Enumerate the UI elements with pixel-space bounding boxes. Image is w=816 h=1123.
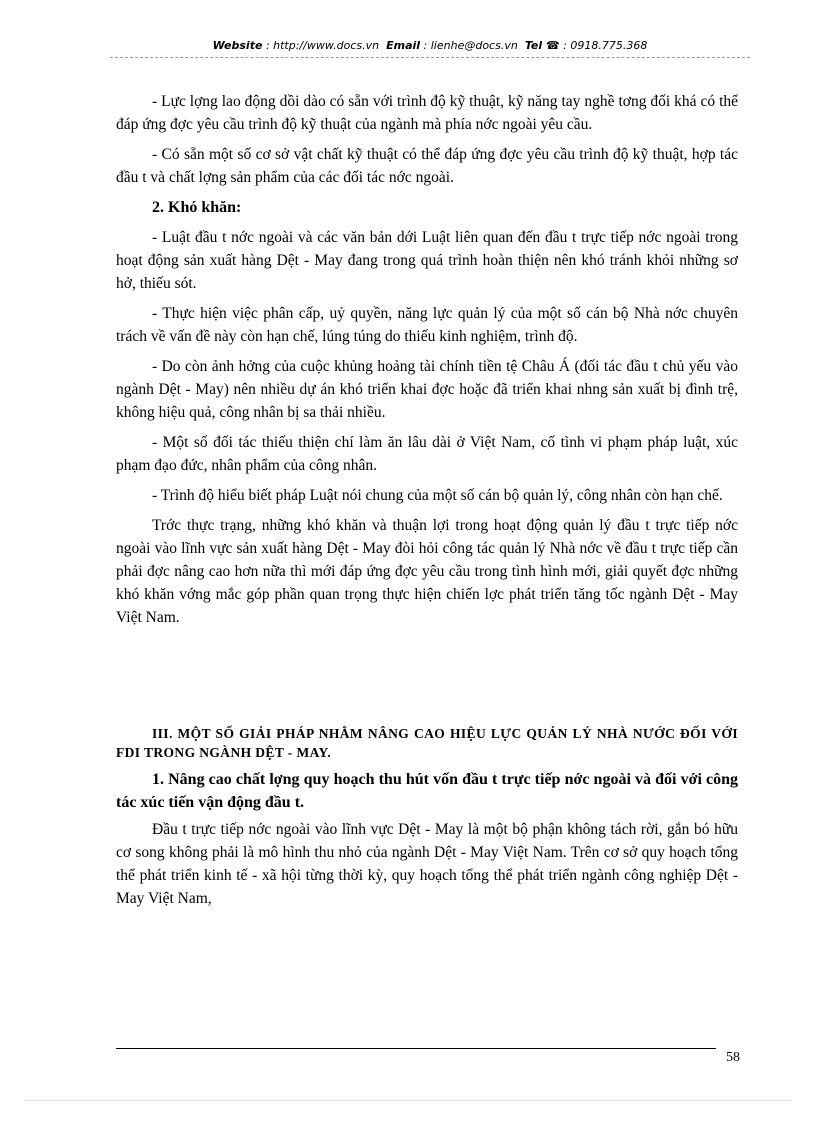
document-body xyxy=(116,90,738,917)
website-label: Website xyxy=(212,39,263,52)
footer-divider xyxy=(116,1048,716,1049)
header-divider xyxy=(110,57,750,58)
website-link[interactable]: : http://www.docs.vn xyxy=(265,39,380,52)
section-spacer xyxy=(116,636,738,724)
paragraph-legal-knowledge: - Trình độ hiểu biết pháp Luật nói chung của một số cán bộ quản lý, công nhân còn hạn chế. xyxy=(152,487,723,504)
paragraph-decentralization: - Thực hiện việc phân cấp, uỷ quyền, năng lực quản lý của một số cán bộ Nhà nớc chuyên trách về vấn đề này còn hạn chế, lúng túng do thiếu kinh nghiệm, trình độ. xyxy=(116,305,738,345)
paragraph-law: - Luật đầu t nớc ngoài và các văn bản dới Luật liên quan đến đầu t trực tiếp nớc ngoài trong hoạt động sản xuất hàng Dệt - May đang trong quá trình hoàn thiện nên khó tránh khỏi những sơ hở, thiếu sót. xyxy=(116,229,738,292)
paragraph-facilities: - Có sẵn một số cơ sở vật chất kỹ thuật có thể đáp ứng đợc yêu cầu trình độ kỹ thuật, hợp tác đầu t và chất lợng sản phẩm của các đối tác nớc ngoài. xyxy=(116,146,738,186)
heading-subsection-1: 1. Nâng cao chất lợng quy hoạch thu hút vốn đầu t trực tiếp nớc ngoài và đối với công tác xúc tiến vận động đầu t. xyxy=(116,771,738,811)
paragraph-labor: - Lực lợng lao động dồi dào có sẵn với trình độ kỹ thuật, kỹ năng tay nghề tơng đối khá có thể đáp ứng đợc yêu cầu trình độ kỹ thuật của ngành mà phía nớc ngoài yêu cầu. xyxy=(116,93,738,133)
tel-value: : 0918.775.368 xyxy=(563,39,648,52)
paragraph-crisis: - Do còn ảnh hởng của cuộc khủng hoảng tài chính tiền tệ Châu Á (đối tác đầu t chủ yếu vào ngành Dệt - May) nên nhiều dự án khó triển khai đợc hoặc đã triển khai nhng sản xuất bị đình trệ, không hiệu quả, công nhân bị sa thải nhiều. xyxy=(116,358,738,421)
paragraph-fdi-planning: Đầu t trực tiếp nớc ngoài vào lĩnh vực Dệt - May là một bộ phận không tách rời, gắn bó hữu cơ song không phải là mô hình thu nhỏ của ngành Dệt - May Việt Nam. Trên cơ sở quy hoạch tổng thể phát triển kinh tế - xã hội từng thời kỳ, quy hoạch tổng thể phát triển ngành công nghiệp Dệt - May Việt Nam, xyxy=(116,821,738,907)
email-label: Email xyxy=(386,39,421,52)
email-link[interactable]: : lienhe@docs.vn xyxy=(423,39,518,52)
paragraph-conclusion: Trớc thực trạng, những khó khăn và thuận lợi trong hoạt động quản lý đầu t trực tiếp nớc ngoài vào lĩnh vực sản xuất hàng Dệt - May đòi hỏi công tác quản lý Nhà nớc về đầu t trực tiếp cần phải đợc nâng cao hơn nữa thì mới đáp ứng đợc yêu cầu trong tình hình mới, giải quyết đợc những khó khăn vớng mắc góp phần quan trọng thực hiện chiến lợc phát triển tăng tốc ngành Dệt - May Việt Nam. xyxy=(116,517,738,626)
page-bottom-border xyxy=(25,1100,791,1101)
page-number: 58 xyxy=(726,1050,740,1065)
page-header xyxy=(110,37,750,57)
heading-section-3: III. MỘT SỐ GIẢI PHÁP NHẰM NÂNG CAO HIỆU LỰC QUẢN LÝ NHÀ NƯỚC ĐỐI VỚI FDI TRONG NGÀNH DỆT - MAY. xyxy=(116,726,738,760)
tel-label: Tel ☎ xyxy=(524,39,560,52)
paragraph-partners: - Một số đối tác thiếu thiện chí làm ăn lâu dài ở Việt Nam, cố tình vi phạm pháp luật, xúc phạm đạo đức, nhân phẩm của công nhân. xyxy=(116,434,738,474)
heading-difficulties: 2. Khó khăn: xyxy=(152,199,242,216)
